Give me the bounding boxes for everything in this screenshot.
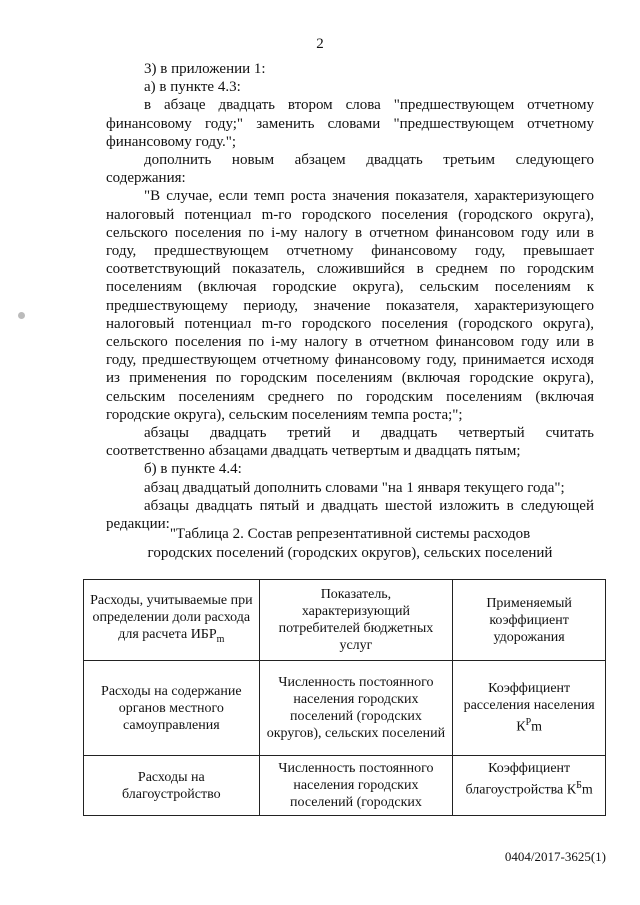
table-cell: Коэффициент расселения населения $К^Рm$ bbox=[453, 661, 606, 756]
table-cell: Расходы на содержание органов местного самоуправления bbox=[84, 661, 260, 756]
text-line: абзац двадцатый дополнить словами "на 1 января текущего года"; bbox=[144, 479, 565, 496]
text-line: поселениям (включая городские округа), сельским поселениям к bbox=[106, 279, 594, 296]
text-line: соответственно абзацами двадцать четвертым и двадцать пятым; bbox=[106, 443, 521, 460]
text-line: редакции: bbox=[106, 516, 170, 533]
page-number: 2 bbox=[316, 36, 324, 52]
document-number: 0404/2017-3625(1) bbox=[504, 849, 606, 864]
text-line: а) в пункте 4.3: bbox=[144, 79, 241, 96]
document-body bbox=[106, 60, 594, 533]
text-line: предшествующему периоду, значение показателя, характеризующего bbox=[106, 297, 594, 314]
table-cell: Расходы на благоустройство bbox=[84, 756, 260, 816]
expense-table bbox=[83, 579, 606, 816]
table-header-row bbox=[84, 580, 606, 661]
table-row bbox=[84, 756, 606, 816]
text-line: из применения по городским поселениям (включая городские округа), bbox=[106, 370, 594, 387]
table-cell: Численность постоянного населения городских поселений (городских bbox=[259, 756, 453, 816]
table-cell: Численность постоянного населения городских поселений (городских округов), сельских поселений bbox=[259, 661, 453, 756]
text-line: б) в пункте 4.4: bbox=[144, 461, 242, 478]
text-line: налоговый потенциал m-го городского поселения (городского округа), bbox=[106, 315, 594, 332]
text-line: финансовому году."; bbox=[106, 133, 237, 150]
text-line: соответствующий показатель, сложившийся в среднем по городским bbox=[106, 261, 594, 278]
table-title-line-1: "Таблица 2. Состав репрезентативной системы расходов bbox=[169, 526, 531, 542]
text-line: сельского поселения по i-му налогу в отчетном финансовом году или в bbox=[106, 334, 594, 351]
text-line: налоговый потенциал m-го городского поселения (городского округа), bbox=[106, 206, 594, 223]
table-row bbox=[84, 661, 606, 756]
text-line: в абзаце двадцать втором слова "предшествующем отчетному bbox=[144, 97, 594, 114]
text-line: году, предшествующем отчетному финансовому году, превышает bbox=[106, 243, 594, 260]
header-cell-expenses: Расходы, учитываемые при определении доли расхода для расчета $ИБР_m$ bbox=[84, 580, 260, 661]
text-line: году, предшествующем отчетному финансовому году, принимается исходя bbox=[106, 352, 594, 369]
table-cell: Коэффициент благоустройства $К^Бm$ bbox=[453, 756, 606, 816]
text-line: сельским поселениям среднего по городским поселениям (включая bbox=[106, 388, 594, 405]
header-cell-indicator: Показатель, характеризующий потребителей бюджетных услуг bbox=[259, 580, 453, 661]
header-cell-coefficient: Применяемый коэффициент удорожания bbox=[453, 580, 606, 661]
punch-hole-mark bbox=[18, 312, 25, 319]
text-line: 3) в приложении 1: bbox=[144, 61, 266, 77]
text-line: содержания: bbox=[106, 170, 186, 187]
text-line: абзацы двадцать пятый и двадцать шестой изложить в следующей bbox=[144, 497, 594, 514]
text-line: "В случае, если темп роста значения показателя, характеризующего bbox=[144, 188, 594, 205]
table-title bbox=[106, 525, 594, 563]
text-line: финансовому году;" заменить словами "предшествующем отчетному bbox=[106, 115, 594, 132]
table-title-line-2: городских поселений (городских округов), сельских поселений bbox=[147, 545, 553, 561]
text-line: городские округа), сельским поселениям темпа роста;"; bbox=[106, 406, 463, 423]
text-line: абзацы двадцать третий и двадцать четвертый считать bbox=[144, 425, 594, 442]
text-line: дополнить новым абзацем двадцать третьим следующего bbox=[144, 152, 594, 169]
text-line: сельского поселения по i-му налогу в отчетном финансовом году или в bbox=[106, 224, 594, 241]
